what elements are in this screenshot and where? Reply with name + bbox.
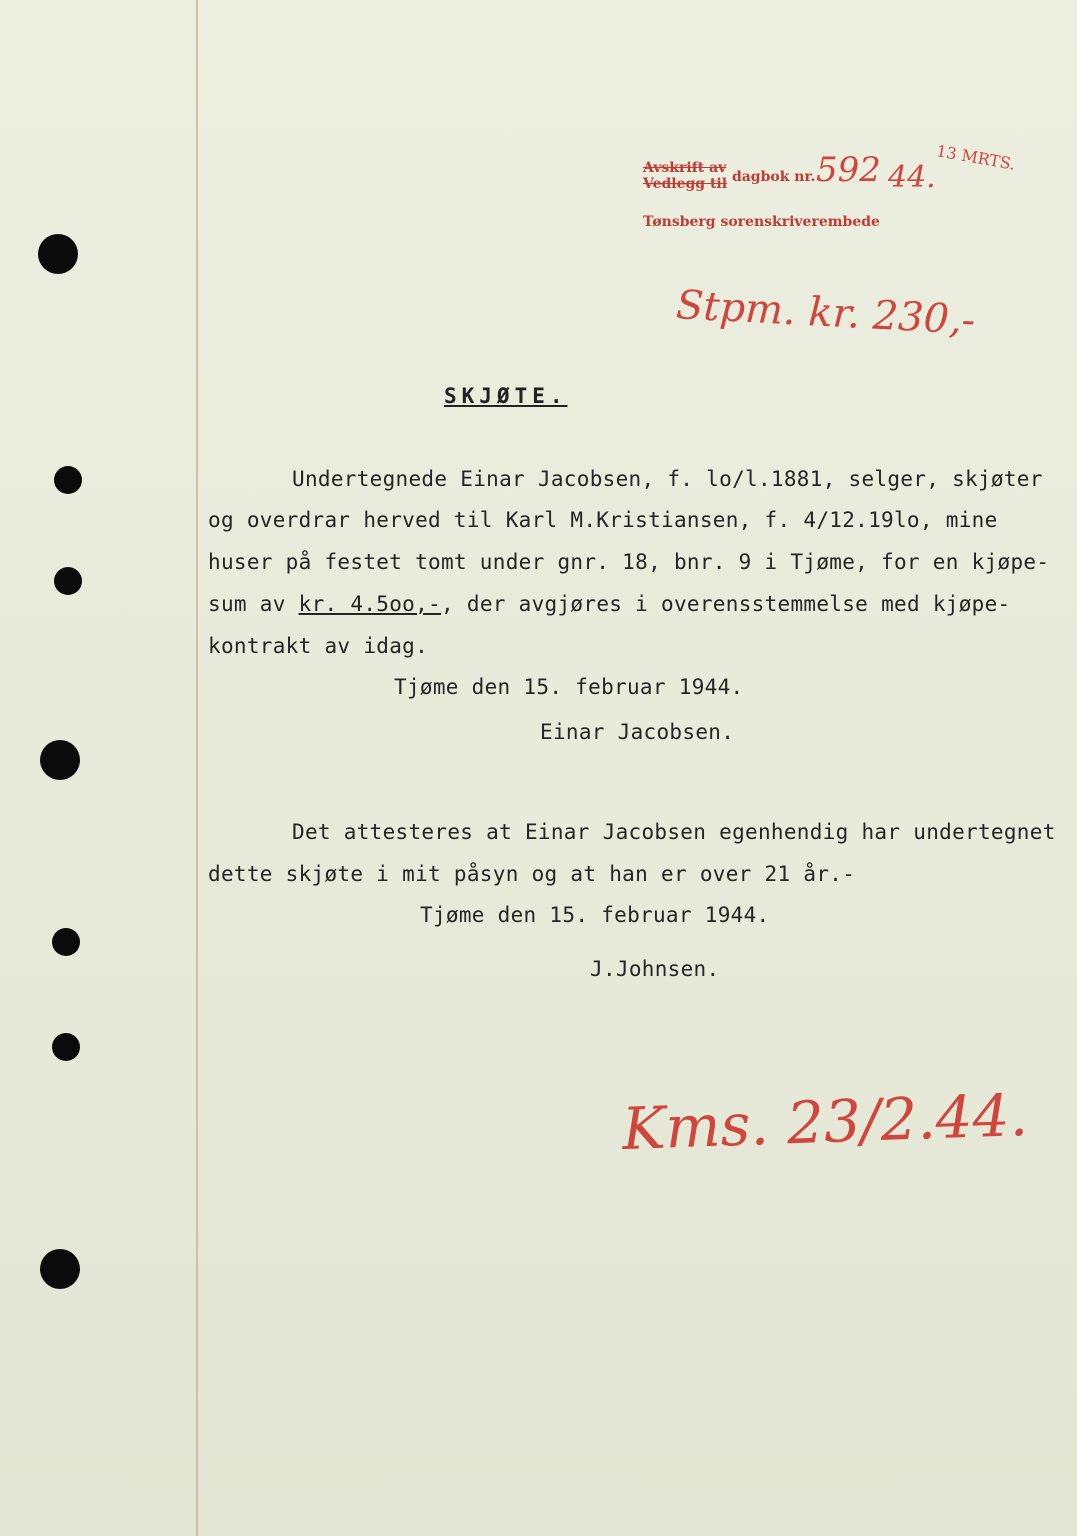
punch-hole <box>40 740 80 780</box>
stamp-dagbok-label: dagbok nr. <box>731 169 816 185</box>
body-line: kontrakt av idag. <box>208 634 429 658</box>
stamp-line-2 <box>643 169 816 192</box>
place-date: Tjøme den 15. februar 1944. <box>394 675 744 699</box>
margin-line <box>196 0 198 1536</box>
amount-suffix: , der avgjøres i overensstemmelse med kjøpe- <box>441 592 1011 616</box>
handwritten-dagbok-number: 592 <box>816 150 881 190</box>
handwritten-bottom-note: Kms. 23/2.44. <box>620 1080 1029 1164</box>
stamp-line-3: Tønsberg sorenskriverembede <box>643 214 880 230</box>
stamp-line-1: Avskrift av <box>643 160 727 176</box>
witness-signature: J.Johnsen. <box>590 957 720 981</box>
body-line: og overdrar herved til Karl M.Kristiansen, f. 4/12.19lo, mine <box>208 508 998 532</box>
stamp-struck-text: Vedlegg til <box>643 176 728 192</box>
body-line: huser på festet tomt under gnr. 18, bnr. 9 i Tjøme, for en kjøpe- <box>208 550 1050 574</box>
punch-hole <box>52 928 80 956</box>
handwritten-dagbok-year: 44. <box>888 160 936 195</box>
punch-hole <box>54 567 82 595</box>
amount-prefix: sum av <box>208 592 286 616</box>
punch-hole <box>40 1249 80 1289</box>
attest-place-date: Tjøme den 15. februar 1944. <box>420 903 770 927</box>
handwritten-stamp-fee: Stpm. kr. 230,- <box>675 282 977 344</box>
purchase-amount: kr. 4.5oo,- <box>298 592 441 616</box>
document-title: SKJØTE. <box>444 384 568 408</box>
punch-hole <box>54 466 82 494</box>
handwritten-date-received: 13 MRTS. <box>934 141 1017 174</box>
body-line: Undertegnede Einar Jacobsen, f. lo/l.1881, selger, skjøter <box>292 467 1043 491</box>
punch-hole <box>52 1033 80 1061</box>
punch-hole <box>38 234 78 274</box>
seller-signature: Einar Jacobsen. <box>540 720 735 744</box>
body-line-amount <box>208 592 1011 616</box>
attest-line: Det attesteres at Einar Jacobsen egenhendig har undertegnet <box>292 820 1056 844</box>
attest-line: dette skjøte i mit påsyn og at han er over 21 år.- <box>208 862 856 886</box>
